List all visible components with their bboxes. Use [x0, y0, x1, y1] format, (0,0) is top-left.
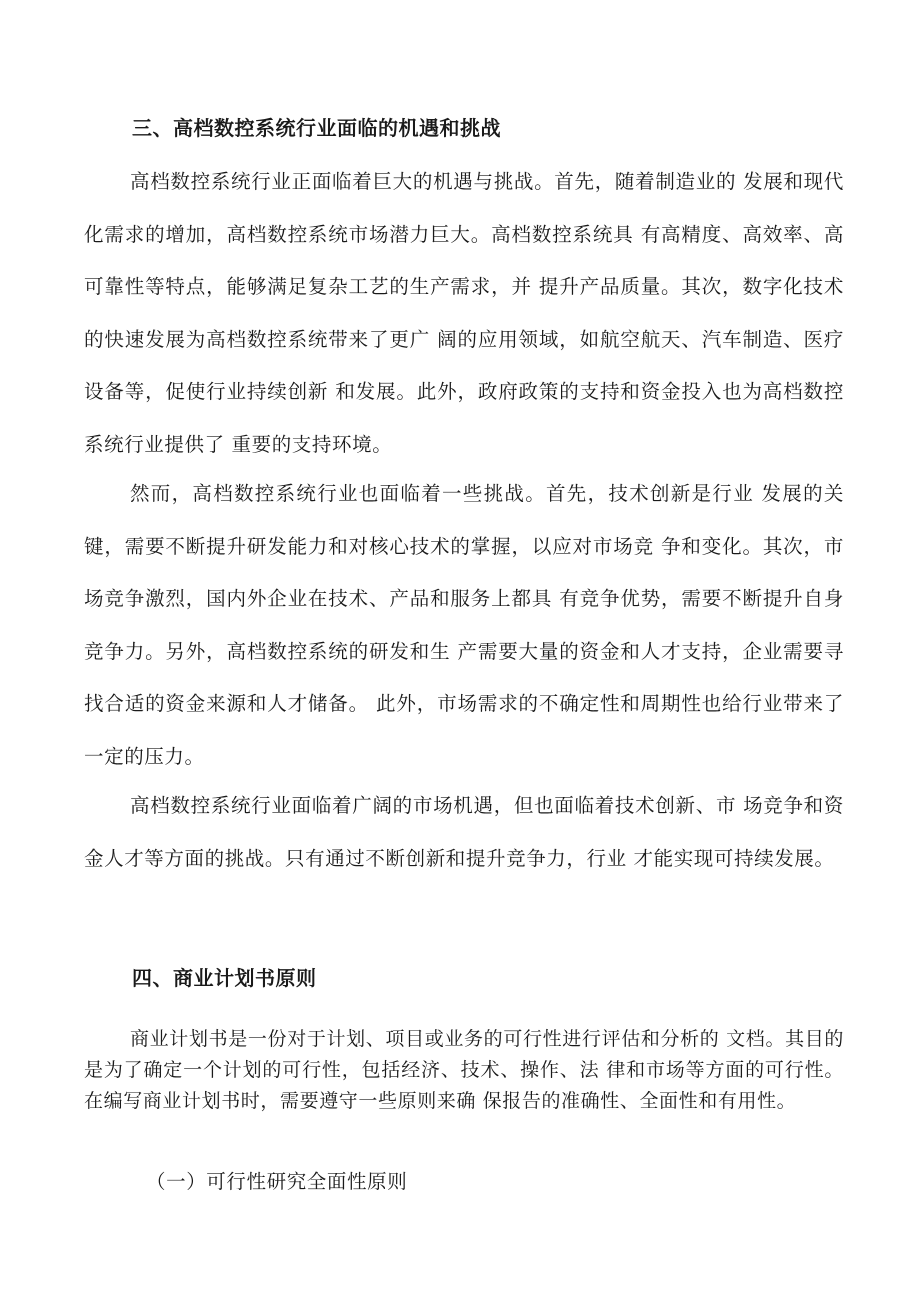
- section-3-paragraph-3: 高档数控系统行业面临着广阔的市场机遇，但也面临着技术创新、市 场竞争和资金人才等方面的挑战。只有通过不断创新和提升竞争力，行业 才能实现可持续发展。: [84, 794, 844, 870]
- section-3-heading: 三、高档数控系统行业面临的机遇和挑战: [132, 116, 501, 140]
- section-3-paragraph-2: 然而，高档数控系统行业也面临着一些挑战。首先，技术创新是行业 发展的关键，需要不断提升研发能力和对核心技术的掌握，以应对市场竞 争和变化。其次，市场竞争激烈，国内外企业在技术、产品和服务上都具 有竞争优势，需要不断提升自身竞争力。另外，高档数控系统的研发和生 产需要大量的资金和人才支持，企业需要寻找合适的资金来源和人才储备。 此外，市场需求的不确定性和周期性也给行业带来了一定的压力。: [84, 482, 844, 768]
- section-4-subheading: （一）可行性研究全面性原则: [146, 1170, 408, 1193]
- section-4-heading: 四、商业计划书原则: [132, 966, 317, 990]
- section-4-paragraph-1: 商业计划书是一份对于计划、项目或业务的可行性进行评估和分析的 文档。其目的是为了确定一个计划的可行性，包括经济、技术、操作、法 律和市场等方面的可行性。在编写商业计划书时，需要遵守一些原则来确 保报告的准确性、全面性和有用性。: [84, 1028, 844, 1112]
- section-3-paragraph-1: 高档数控系统行业正面临着巨大的机遇与挑战。首先，随着制造业的 发展和现代化需求的增加，高档数控系统市场潜力巨大。高档数控系统具 有高精度、高效率、高可靠性等特点，能够满足复杂工艺的生产需求，并 提升产品质量。其次，数字化技术的快速发展为高档数控系统带来了更广 阔的应用领域，如航空航天、汽车制造、医疗设备等，促使行业持续创新 和发展。此外，政府政策的支持和资金投入也为高档数控系统行业提供了 重要的支持环境。: [84, 170, 844, 456]
